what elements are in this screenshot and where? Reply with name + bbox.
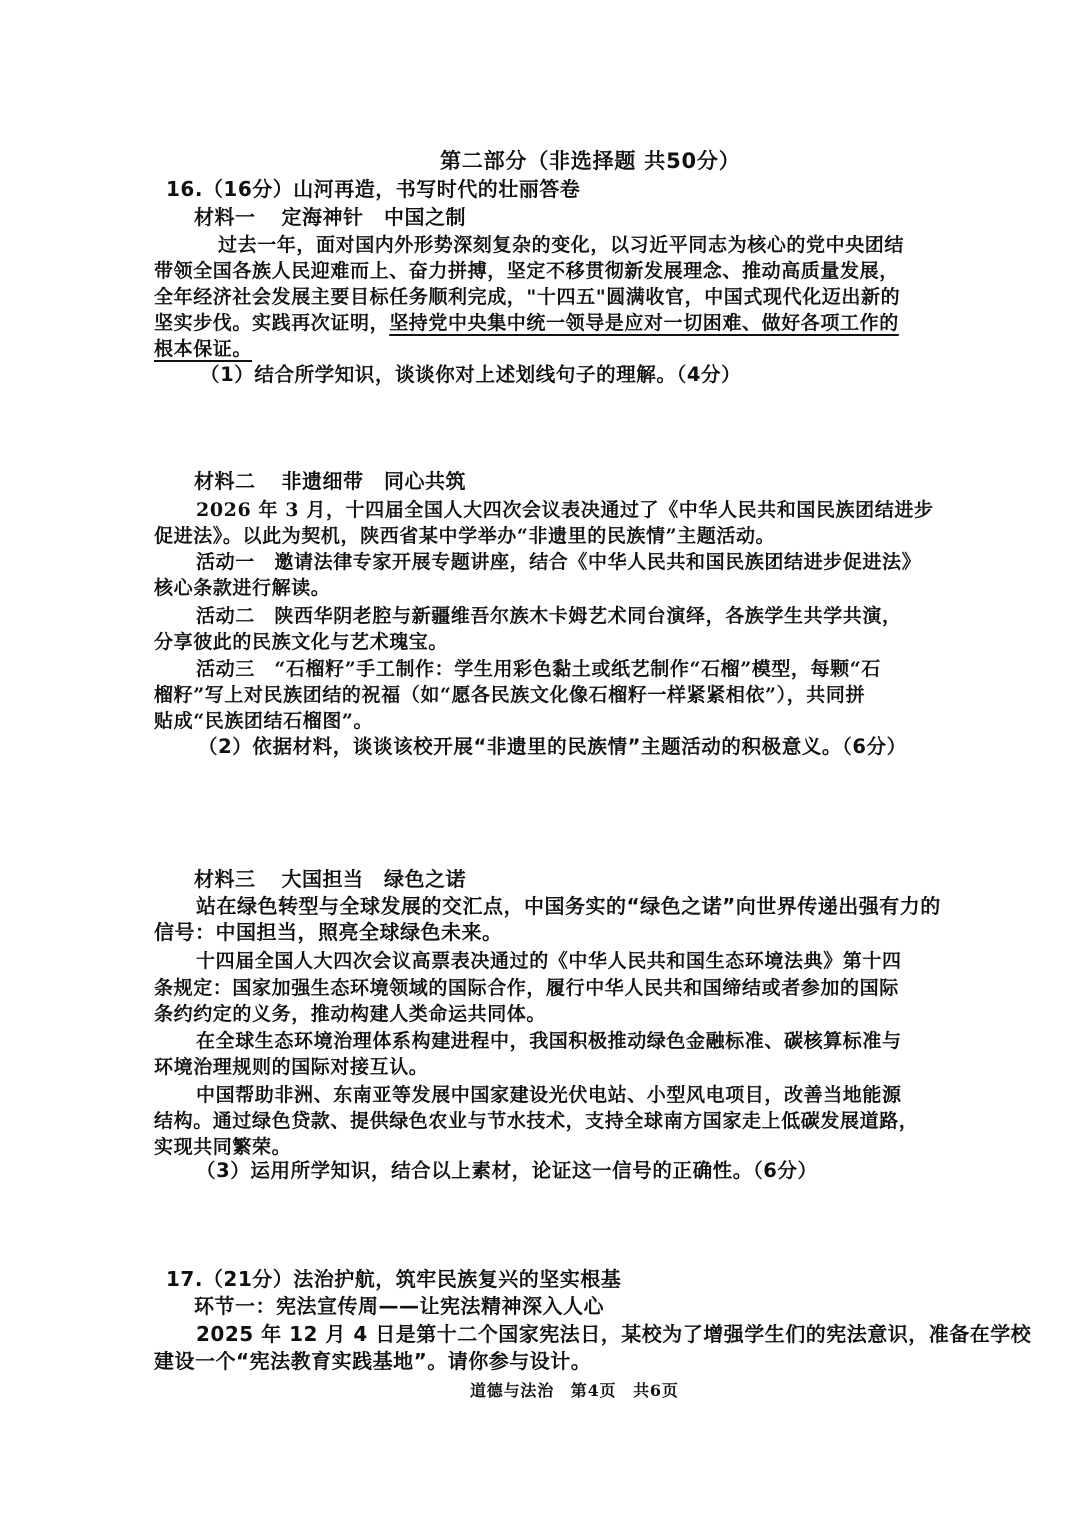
material-1-heading xyxy=(194,204,466,230)
underlined-sentence-part-1: 坚持党中央集中统一领导是应对一切困难、做好各项工作的 xyxy=(389,312,899,334)
material-3-line: 环境治理规则的国际对接互认。 xyxy=(154,1056,429,1078)
question-17-line: 建设一个“宪法教育实践基地”。请你参与设计。 xyxy=(154,1349,592,1373)
material-3-line: 信号：中国担当，照亮全球绿色未来。 xyxy=(154,920,503,944)
question-16-title: 16.（16分）山河再造，书写时代的壮丽答卷 xyxy=(166,177,581,201)
material-2-line: 促进法》。以此为契机，陕西省某中学举办“非遗里的民族情”主题活动。 xyxy=(154,525,776,547)
material-3-line: 条规定：国家加强生态环境领域的国际合作，履行中华人民共和国缔结或者参加的国际 xyxy=(154,977,899,999)
page-footer: 道德与法治 第4页 共6页 xyxy=(470,1381,679,1400)
question-17-title: 17.（21分）法治护航，筑牢民族复兴的坚实根基 xyxy=(166,1267,622,1291)
material-3-line: 中国帮助非洲、东南亚等发展中国家建设光伏电站、小型风电项目，改善当地能源 xyxy=(196,1084,902,1106)
material-2-line: 活动一 邀请法律专家开展专题讲座，结合《中华人民共和国民族团结进步促进法》 xyxy=(196,551,922,573)
underlined-sentence-part-2: 根本保证。 xyxy=(154,338,253,360)
material-2-line: 贴成“民族团结石榴图”。 xyxy=(154,710,374,732)
material-2-line: 2026 年 3 月，十四届全国人大四次会议表决通过了《中华人民共和国民族团结进步 xyxy=(196,499,934,521)
question-16-2: （2）依据材料，谈谈该校开展“非遗里的民族情”主题活动的积极意义。（6分） xyxy=(198,735,907,758)
material-3-line: 站在绿色转型与全球发展的交汇点，中国务实的“绿色之诺”向世界传递出强有力的 xyxy=(196,894,941,918)
material-1-line xyxy=(154,310,899,336)
material-3-label: 材料三 xyxy=(194,867,256,891)
material-3-line: 十四届全国人大四次会议高票表决通过的《中华人民共和国生态环境法典》第十四 xyxy=(196,950,902,972)
material-1-line: 带领全国各族人民迎难而上、奋力拼搏，坚定不移贯彻新发展理念、推动高质量发展， xyxy=(154,260,899,282)
material-1-line: 过去一年，面对国内外形势深刻复杂的变化，以习近平同志为核心的党中央团结 xyxy=(218,234,905,256)
material-1-line xyxy=(154,336,252,362)
material-2-line: 活动二 陕西华阴老腔与新疆维吾尔族木卡姆艺术同台演绎，各族学生共学共演， xyxy=(196,605,902,627)
question-17-line: 2025 年 12 月 4 日是第十二个国家宪法日，某校为了增强学生们的宪法意识，准备在学校 xyxy=(196,1322,1032,1346)
material-1-label: 材料一 xyxy=(194,205,256,229)
material-1-line: 全年经济社会发展主要目标任务顺利完成，"十四五"圆满收官，中国式现代化迈出新的 xyxy=(154,286,901,308)
material-1-subtitle: 定海神针 中国之制 xyxy=(281,205,466,229)
question-16-1: （1）结合所学知识，谈谈你对上述划线句子的理解。（4分） xyxy=(200,363,742,386)
material-3-subtitle: 大国担当 绿色之诺 xyxy=(281,867,466,891)
question-16-3: （3）运用所学知识，结合以上素材，论证这一信号的正确性。（6分） xyxy=(196,1159,818,1182)
part-title: 第二部分（非选择题 共50分） xyxy=(440,149,741,173)
material-1-line-text: 坚实步伐。实践再次证明， xyxy=(154,312,390,334)
material-2-line: 核心条款进行解读。 xyxy=(154,577,331,599)
material-2-line: 活动三 “石榴籽”手工制作：学生用彩色黏土或纸艺制作“石榴”模型，每颗“石 xyxy=(196,658,881,680)
material-2-line: 分享彼此的民族文化与艺术瑰宝。 xyxy=(154,631,449,653)
material-2-subtitle: 非遗细带 同心共筑 xyxy=(281,469,466,493)
material-3-line: 在全球生态环境治理体系构建进程中，我国积极推动绿色金融标准、碳核算标准与 xyxy=(196,1030,902,1052)
material-2-heading xyxy=(194,468,466,494)
material-2-label: 材料二 xyxy=(194,469,256,493)
material-3-line: 条约约定的义务，推动构建人类命运共同体。 xyxy=(154,1003,547,1025)
material-2-line: 榴籽”写上对民族团结的祝福（如“愿各民族文化像石榴籽一样紧紧相依”），共同拼 xyxy=(154,684,866,706)
material-3-line: 实现共同繁荣。 xyxy=(154,1136,292,1158)
material-3-line: 结构。通过绿色贷款、提供绿色农业与节水技术，支持全球南方国家走上低碳发展道路， xyxy=(154,1110,919,1132)
material-3-heading xyxy=(194,866,466,892)
question-17-section: 环节一：宪法宣传周——让宪法精神深入人心 xyxy=(194,1294,604,1318)
